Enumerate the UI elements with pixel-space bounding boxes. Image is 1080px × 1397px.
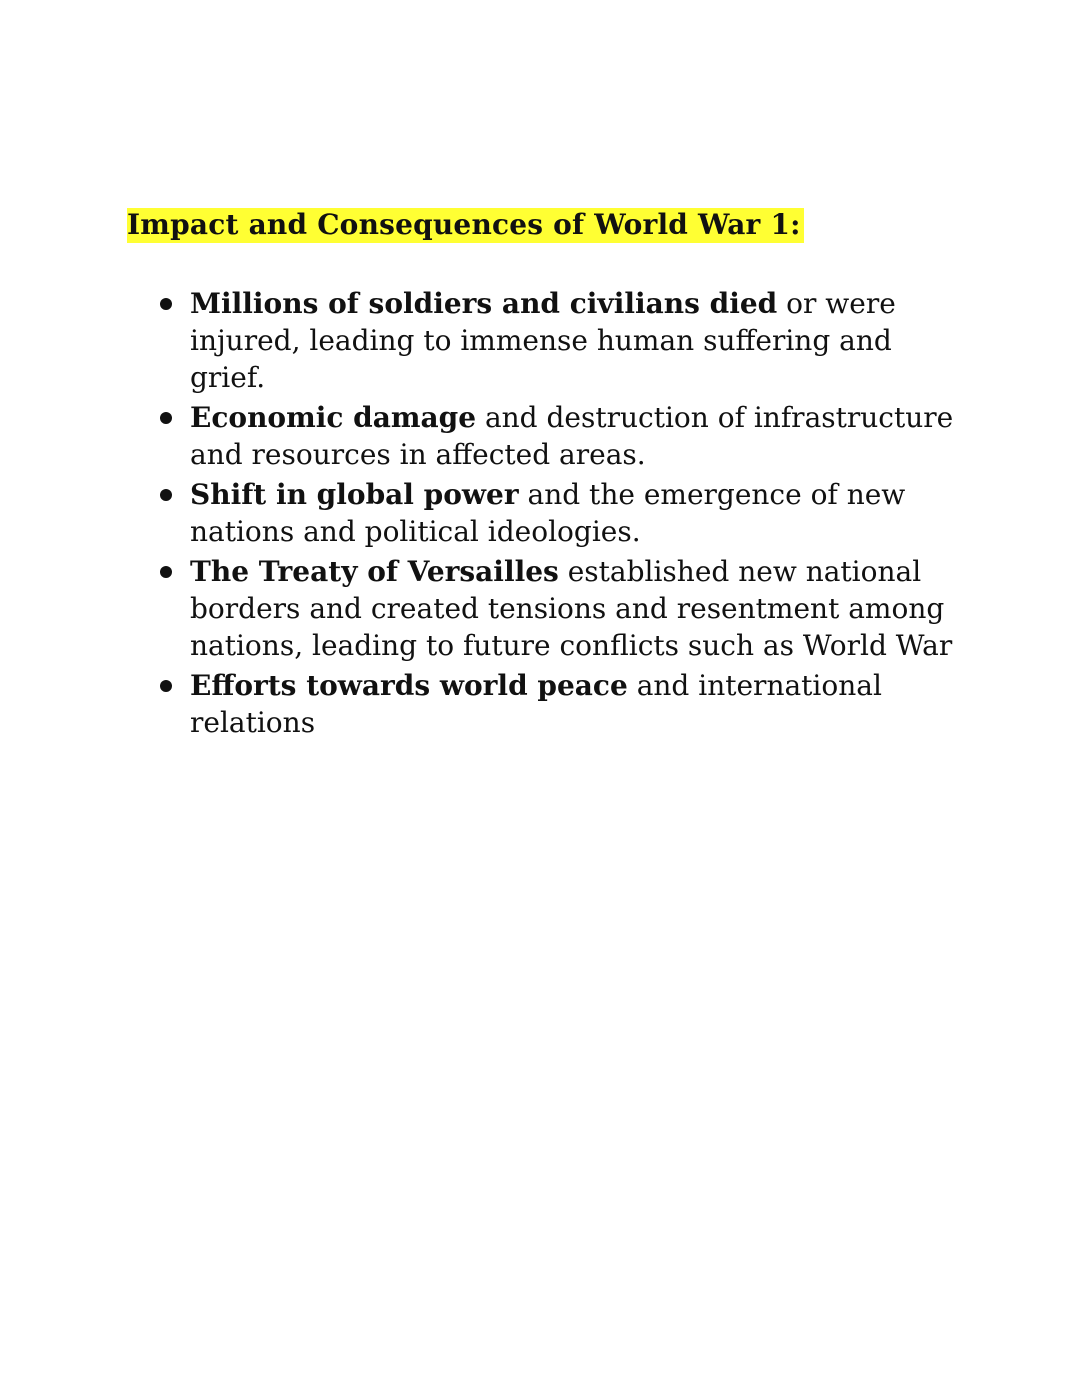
list-item-bold-lead: Shift in global power <box>190 478 519 511</box>
list-item-rest: and international relations <box>190 669 882 739</box>
list-item-rest: and the emergence of new nations and political ideologies. <box>190 478 906 548</box>
list-item-bold-lead: The Treaty of Versailles <box>190 555 559 588</box>
highlighted-heading-text: Impact and Consequences of World War 1: <box>127 208 804 243</box>
bullet-icon <box>160 298 172 310</box>
list-item-text <box>190 476 958 550</box>
list-item-text <box>190 399 958 473</box>
list-item-text <box>190 667 958 741</box>
list-item-bold-lead: Millions of soldiers and civilians died <box>190 287 778 320</box>
list-item-text <box>190 553 958 664</box>
list-item-text <box>190 285 958 396</box>
list-item-bold-lead: Efforts towards world peace <box>190 669 628 702</box>
bullet-icon <box>160 566 172 578</box>
list-item <box>158 476 958 550</box>
bullet-icon <box>160 680 172 692</box>
list-item-rest: established new national borders and created tensions and resentment among nations, leading to future conflicts such as World War <box>190 555 953 662</box>
list-item <box>158 399 958 473</box>
section-heading <box>127 205 804 245</box>
list-item-rest: or were injured, leading to immense human suffering and grief. <box>190 287 896 394</box>
list-item <box>158 553 958 664</box>
list-item-bold-lead: Economic damage <box>190 401 477 434</box>
bullet-icon <box>160 412 172 424</box>
bullet-icon <box>160 489 172 501</box>
list-item <box>158 667 958 741</box>
consequences-list <box>158 285 958 744</box>
list-item <box>158 285 958 396</box>
list-item-rest: and destruction of infrastructure and resources in affected areas. <box>190 401 954 471</box>
